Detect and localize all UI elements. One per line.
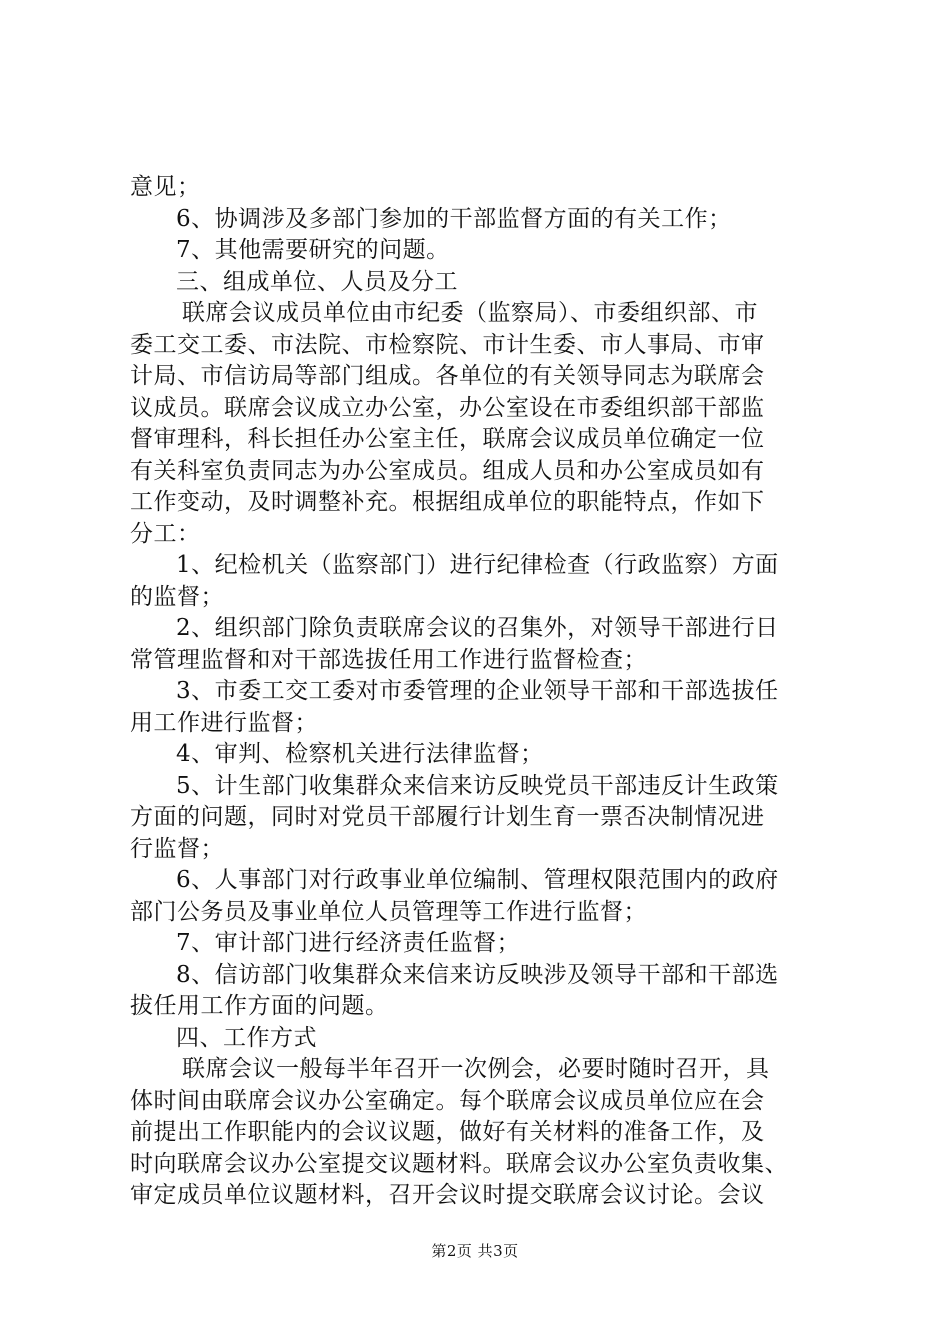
text-line: 6、协调涉及多部门参加的干部监督方面的有关工作； — [176, 205, 732, 232]
text-line: 三、组成单位、人员及分工 — [176, 268, 458, 295]
text-line: 前提出工作职能内的会议议题，做好有关材料的准备工作，及 — [130, 1119, 765, 1145]
page-footer: 第2页 共3页 — [431, 1242, 519, 1260]
document-body — [130, 172, 830, 1212]
text-line: 拔任用工作方面的问题。 — [130, 993, 389, 1019]
text-line: 用工作进行监督； — [130, 709, 318, 736]
text-line: 2、组织部门除负责联席会议的召集外，对领导干部进行日 — [176, 615, 779, 641]
text-line: 工作变动，及时调整补充。根据组成单位的职能特点，作如下 — [130, 489, 765, 515]
text-line: 督审理科，科长担任办公室主任，联席会议成员单位确定一位 — [130, 426, 765, 452]
text-line: 联席会议成员单位由市纪委（监察局）、市委组织部、市 — [182, 300, 758, 326]
text-line: 7、审计部门进行经济责任监督； — [176, 930, 521, 956]
text-line: 4、审判、检察机关进行法律监督； — [176, 741, 544, 767]
text-line: 计局、市信访局等部门组成。各单位的有关领导同志为联席会 — [130, 363, 765, 389]
text-line: 部门公务员及事业单位人员管理等工作进行监督； — [130, 898, 647, 925]
text-line: 分工： — [130, 520, 201, 547]
text-line: 时向联席会议办公室提交议题材料。联席会议办公室负责收集、 — [130, 1150, 788, 1177]
text-line: 8、信访部门收集群众来信来访反映涉及领导干部和干部选 — [176, 961, 779, 988]
text-line: 意见； — [130, 174, 201, 200]
text-line: 常管理监督和对干部选拔任用工作进行监督检查； — [130, 646, 647, 673]
text-line: 有关科室负责同志为办公室成员。组成人员和办公室成员如有 — [130, 457, 765, 484]
text-line: 议成员。联席会议成立办公室，办公室设在市委组织部干部监 — [130, 394, 765, 421]
text-line: 1、纪检机关（监察部门）进行纪律检查（行政监察）方面 — [176, 552, 779, 578]
text-line: 6、人事部门对行政事业单位编制、管理权限范围内的政府 — [176, 867, 779, 893]
text-line: 7、其他需要研究的问题。 — [176, 237, 450, 263]
text-line: 体时间由联席会议办公室确定。每个联席会议成员单位应在会 — [130, 1087, 765, 1114]
text-line: 行监督； — [130, 835, 224, 862]
text-line: 方面的问题，同时对党员干部履行计划生育一票否决制情况进 — [130, 804, 765, 830]
text-line: 的监督； — [130, 583, 224, 610]
text-line: 四、工作方式 — [176, 1024, 317, 1051]
text-line: 联席会议一般每半年召开一次例会，必要时随时召开，具 — [182, 1056, 770, 1082]
text-line: 3、市委工交工委对市委管理的企业领导干部和干部选拔任 — [176, 678, 779, 704]
text-line: 5、计生部门收集群众来信来访反映党员干部违反计生政策 — [176, 772, 779, 799]
text-line: 委工交工委、市法院、市检察院、市计生委、市人事局、市审 — [130, 331, 765, 358]
text-line: 审定成员单位议题材料，召开会议时提交联席会议讨论。会议 — [130, 1182, 765, 1208]
